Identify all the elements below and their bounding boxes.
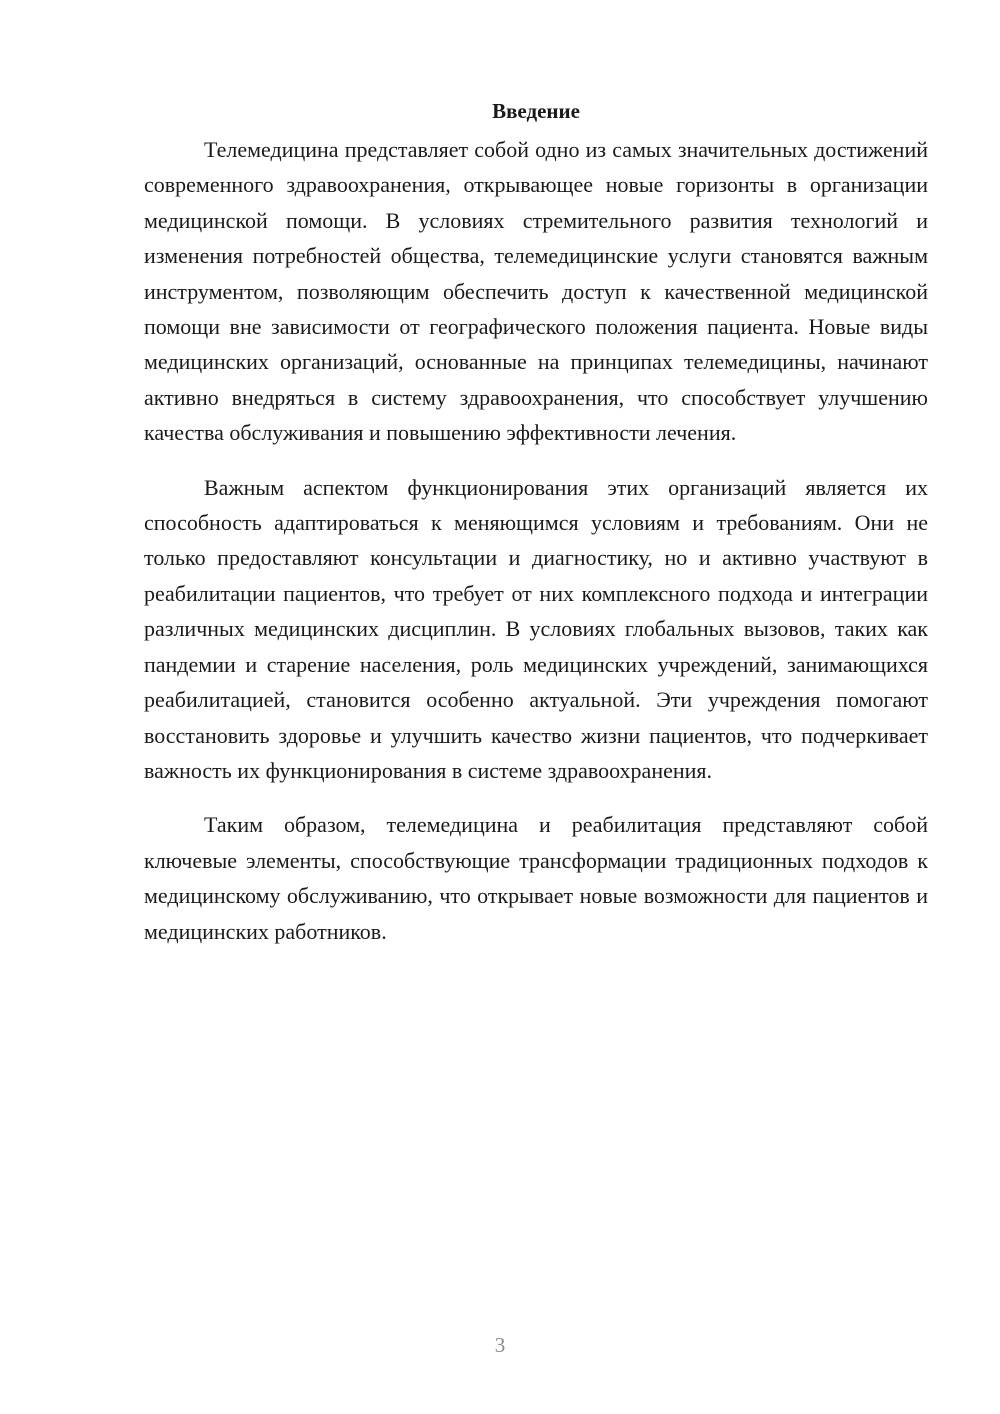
section-title: Введение	[492, 99, 580, 123]
paragraph-3: Таким образом, телемедицина и реабилитация представляют собой ключевые элементы, способствующие трансформации традиционных подходов к медицинскому обслуживанию, что открывает новые возможности для пациентов и медицинских работников.	[144, 812, 928, 944]
paragraph-2: Важным аспектом функционирования этих организаций является их способность адаптироваться к меняющимся условиям и требованиям. Они не только предоставляют консультации и диагностику, но и активно участвуют в реабилитации пациентов, что требует от них комплексного подхода и интеграции различных медицинских дисциплин. В условиях глобальных вызовов, таких как пандемии и старение населения, роль медицинских учреждений, занимающихся реабилитацией, становится особенно актуальной. Эти учреждения помогают восстановить здоровье и улучшить качество жизни пациентов, что подчеркивает важность их функционирования в системе здравоохранения.	[144, 474, 928, 783]
page-number: 3	[494, 1333, 506, 1357]
paragraph-1: Телемедицина представляет собой одно из самых значительных достижений современного здравоохранения, открывающее новые горизонты в организации медицинской помощи. В условиях стремительного развития технологий и изменения потребностей общества, телемедицинские услуги становятся важным инструментом, позволяющим обеспечить доступ к качественной медицинской помощи вне зависимости от географического положения пациента. Новые виды медицинских организаций, основанные на принципах телемедицины, начинают активно внедряться в систему здравоохранения, что способствует улучшению качества обслуживания и повышению эффективности лечения.	[144, 137, 928, 446]
page-content	[144, 96, 928, 949]
